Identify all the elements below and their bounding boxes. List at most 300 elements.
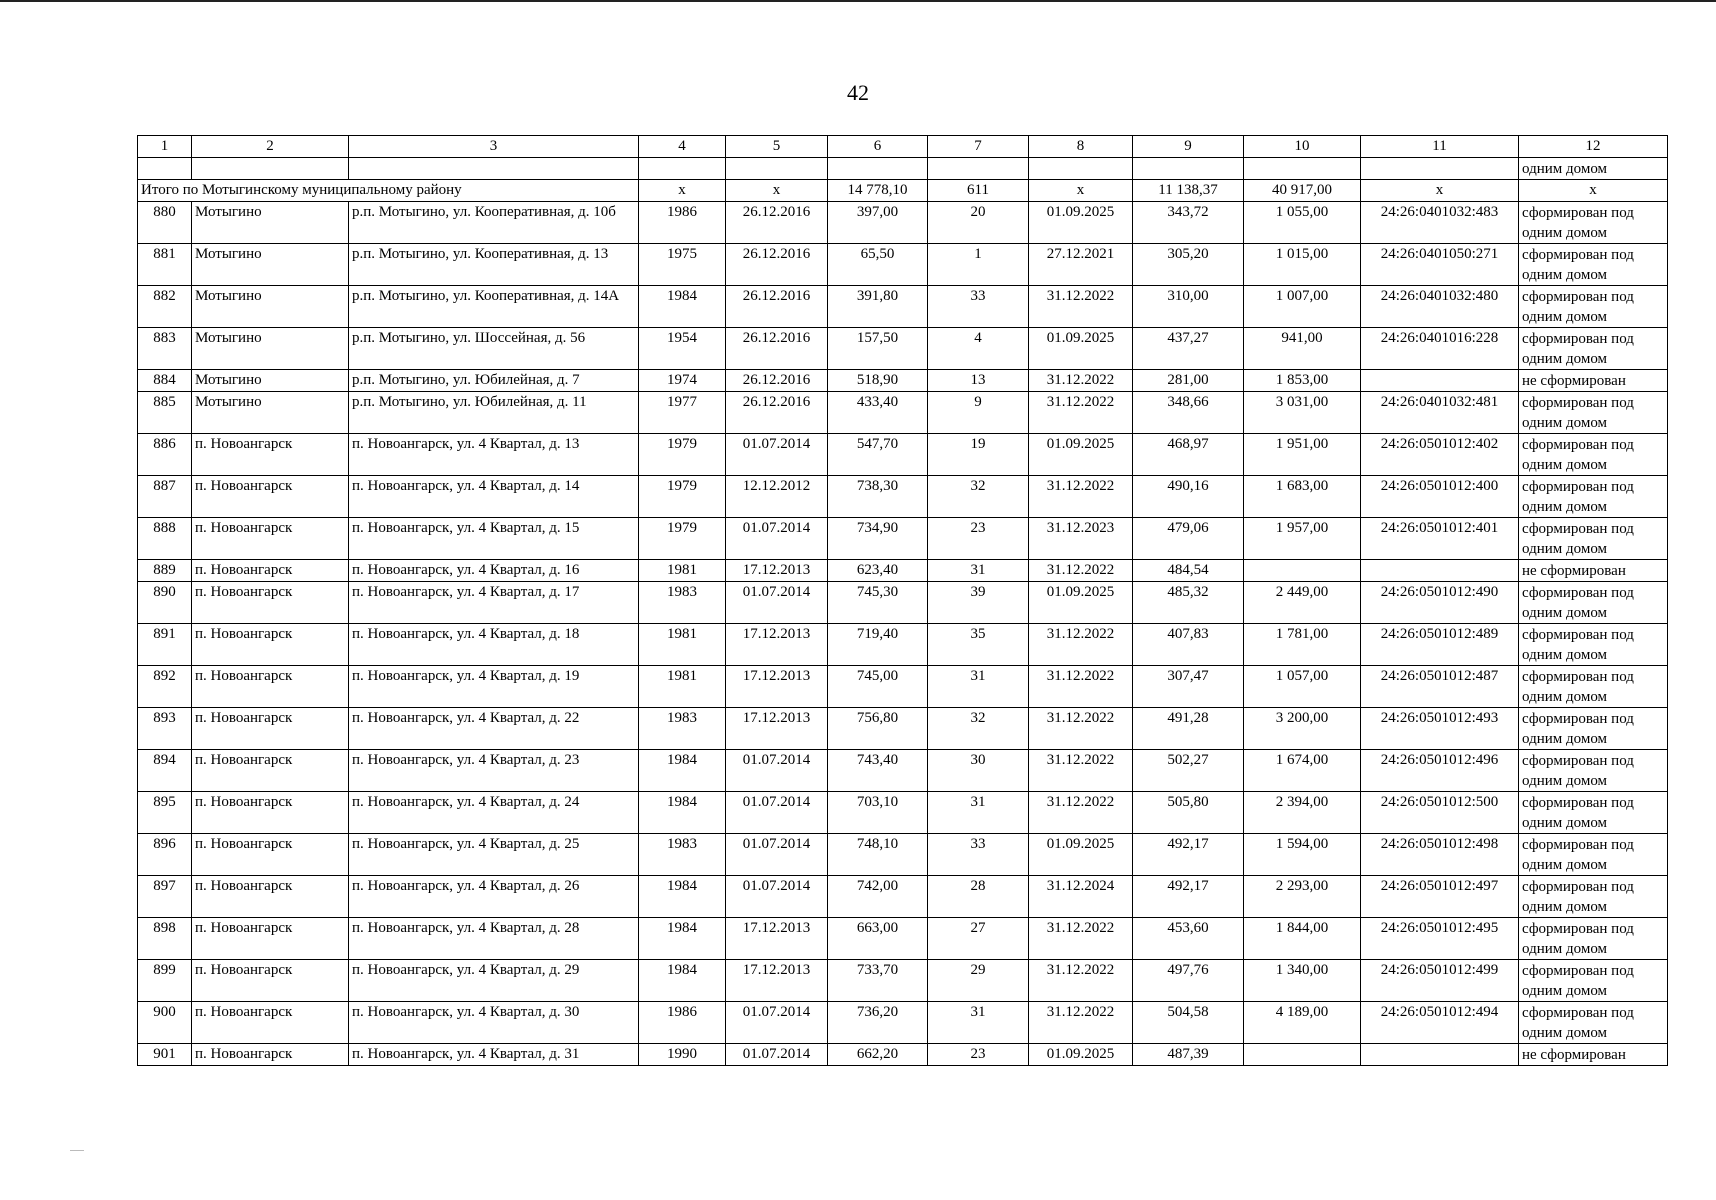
total-cell: х	[1029, 180, 1133, 202]
record-date: 17.12.2013	[726, 918, 828, 960]
land-status: сформирован под одним домом	[1519, 582, 1668, 624]
plan-date: 31.12.2022	[1029, 1002, 1133, 1044]
locality-name: п. Новоангарск	[192, 560, 349, 582]
plan-date: 31.12.2022	[1029, 750, 1133, 792]
carry-over-row	[138, 158, 1668, 180]
value-col9: 487,39	[1133, 1044, 1244, 1066]
cadastral-number: 24:26:0501012:494	[1361, 1002, 1519, 1044]
value-col9: 502,27	[1133, 750, 1244, 792]
table-row	[138, 560, 1668, 582]
value-col9: 305,20	[1133, 244, 1244, 286]
land-status: сформирован под одним домом	[1519, 960, 1668, 1002]
value-col10: 3 031,00	[1244, 392, 1361, 434]
address: п. Новоангарск, ул. 4 Квартал, д. 30	[349, 1002, 639, 1044]
value-col9: 348,66	[1133, 392, 1244, 434]
value-col10: 1 674,00	[1244, 750, 1361, 792]
address: п. Новоангарск, ул. 4 Квартал, д. 24	[349, 792, 639, 834]
address: р.п. Мотыгино, ул. Юбилейная, д. 7	[349, 370, 639, 392]
value-col9: 310,00	[1133, 286, 1244, 328]
cadastral-number: 24:26:0501012:495	[1361, 918, 1519, 960]
land-status: сформирован под одним домом	[1519, 1002, 1668, 1044]
column-number: 1	[138, 136, 192, 158]
residents-count: 9	[928, 392, 1029, 434]
row-number: 884	[138, 370, 192, 392]
address: п. Новоангарск, ул. 4 Квартал, д. 23	[349, 750, 639, 792]
value-col9: 492,17	[1133, 876, 1244, 918]
record-date: 17.12.2013	[726, 666, 828, 708]
cadastral-number: 24:26:0501012:499	[1361, 960, 1519, 1002]
residents-count: 28	[928, 876, 1029, 918]
value-col10: 941,00	[1244, 328, 1361, 370]
plan-date: 31.12.2022	[1029, 918, 1133, 960]
value-col10: 1 844,00	[1244, 918, 1361, 960]
table-row	[138, 876, 1668, 918]
value-col9: 307,47	[1133, 666, 1244, 708]
locality-name: Мотыгино	[192, 328, 349, 370]
locality-name: п. Новоангарск	[192, 750, 349, 792]
cadastral-number: 24:26:0401032:480	[1361, 286, 1519, 328]
year-built: 1975	[639, 244, 726, 286]
land-status: сформирован под одним домом	[1519, 666, 1668, 708]
row-number: 894	[138, 750, 192, 792]
land-status: сформирован под одним домом	[1519, 476, 1668, 518]
address: р.п. Мотыгино, ул. Кооперативная, д. 10б	[349, 202, 639, 244]
value-col10: 2 449,00	[1244, 582, 1361, 624]
total-cell: х	[726, 180, 828, 202]
table-row	[138, 792, 1668, 834]
cadastral-number: 24:26:0501012:497	[1361, 876, 1519, 918]
land-status: сформирован под одним домом	[1519, 708, 1668, 750]
area-value: 738,30	[828, 476, 928, 518]
table-row	[138, 476, 1668, 518]
column-number: 10	[1244, 136, 1361, 158]
year-built: 1981	[639, 560, 726, 582]
residents-count: 30	[928, 750, 1029, 792]
land-status: сформирован под одним домом	[1519, 750, 1668, 792]
column-number: 11	[1361, 136, 1519, 158]
address: р.п. Мотыгино, ул. Шоссейная, д. 56	[349, 328, 639, 370]
cadastral-number: 24:26:0401016:228	[1361, 328, 1519, 370]
record-date: 01.07.2014	[726, 750, 828, 792]
address: п. Новоангарск, ул. 4 Квартал, д. 22	[349, 708, 639, 750]
value-col9: 490,16	[1133, 476, 1244, 518]
land-status: сформирован под одним домом	[1519, 328, 1668, 370]
column-number: 4	[639, 136, 726, 158]
residents-count: 27	[928, 918, 1029, 960]
address: р.п. Мотыгино, ул. Юбилейная, д. 11	[349, 392, 639, 434]
residents-count: 4	[928, 328, 1029, 370]
column-number-row	[138, 136, 1668, 158]
row-number: 881	[138, 244, 192, 286]
record-date: 17.12.2013	[726, 624, 828, 666]
value-col9: 468,97	[1133, 434, 1244, 476]
column-number: 3	[349, 136, 639, 158]
locality-name: п. Новоангарск	[192, 918, 349, 960]
area-value: 547,70	[828, 434, 928, 476]
row-number: 880	[138, 202, 192, 244]
locality-name: п. Новоангарск	[192, 666, 349, 708]
locality-name: Мотыгино	[192, 370, 349, 392]
row-number: 901	[138, 1044, 192, 1066]
record-date: 17.12.2013	[726, 708, 828, 750]
residents-count: 39	[928, 582, 1029, 624]
address: п. Новоангарск, ул. 4 Квартал, д. 13	[349, 434, 639, 476]
locality-name: п. Новоангарск	[192, 1044, 349, 1066]
value-col10: 1 055,00	[1244, 202, 1361, 244]
register-table	[137, 135, 1668, 1066]
year-built: 1984	[639, 960, 726, 1002]
row-number: 891	[138, 624, 192, 666]
value-col9: 281,00	[1133, 370, 1244, 392]
year-built: 1984	[639, 876, 726, 918]
page-number: 42	[847, 80, 869, 105]
cadastral-number: 24:26:0501012:490	[1361, 582, 1519, 624]
address: п. Новоангарск, ул. 4 Квартал, д. 17	[349, 582, 639, 624]
year-built: 1977	[639, 392, 726, 434]
address: п. Новоангарск, ул. 4 Квартал, д. 28	[349, 918, 639, 960]
locality-name: п. Новоангарск	[192, 792, 349, 834]
area-value: 397,00	[828, 202, 928, 244]
plan-date: 01.09.2025	[1029, 582, 1133, 624]
residents-count: 23	[928, 518, 1029, 560]
address: п. Новоангарск, ул. 4 Квартал, д. 31	[349, 1044, 639, 1066]
record-date: 01.07.2014	[726, 582, 828, 624]
residents-count: 29	[928, 960, 1029, 1002]
locality-name: Мотыгино	[192, 392, 349, 434]
year-built: 1984	[639, 750, 726, 792]
cadastral-number	[1361, 1044, 1519, 1066]
table-row	[138, 370, 1668, 392]
cadastral-number: 24:26:0401032:483	[1361, 202, 1519, 244]
record-date: 26.12.2016	[726, 392, 828, 434]
table-row	[138, 1044, 1668, 1066]
area-value: 745,30	[828, 582, 928, 624]
address: п. Новоангарск, ул. 4 Квартал, д. 25	[349, 834, 639, 876]
record-date: 01.07.2014	[726, 834, 828, 876]
residents-count: 33	[928, 834, 1029, 876]
year-built: 1984	[639, 286, 726, 328]
record-date: 26.12.2016	[726, 370, 828, 392]
carry-over-status: одним домом	[1519, 158, 1668, 180]
area-value: 65,50	[828, 244, 928, 286]
year-built: 1979	[639, 434, 726, 476]
record-date: 01.07.2014	[726, 792, 828, 834]
plan-date: 31.12.2022	[1029, 560, 1133, 582]
value-col10: 1 957,00	[1244, 518, 1361, 560]
address: п. Новоангарск, ул. 4 Квартал, д. 15	[349, 518, 639, 560]
residents-count: 31	[928, 1002, 1029, 1044]
land-status: сформирован под одним домом	[1519, 434, 1668, 476]
address: п. Новоангарск, ул. 4 Квартал, д. 18	[349, 624, 639, 666]
locality-name: Мотыгино	[192, 202, 349, 244]
land-status: сформирован под одним домом	[1519, 518, 1668, 560]
table-row	[138, 434, 1668, 476]
address: п. Новоангарск, ул. 4 Квартал, д. 29	[349, 960, 639, 1002]
address: р.п. Мотыгино, ул. Кооперативная, д. 14А	[349, 286, 639, 328]
row-number: 883	[138, 328, 192, 370]
residents-count: 31	[928, 560, 1029, 582]
residents-count: 23	[928, 1044, 1029, 1066]
column-number: 12	[1519, 136, 1668, 158]
total-label: Итого по Мотыгинскому муниципальному району	[138, 180, 639, 202]
value-col10: 1 951,00	[1244, 434, 1361, 476]
plan-date: 31.12.2022	[1029, 624, 1133, 666]
total-cell: х	[1519, 180, 1668, 202]
cadastral-number: 24:26:0501012:487	[1361, 666, 1519, 708]
value-col10	[1244, 1044, 1361, 1066]
value-col10: 1 007,00	[1244, 286, 1361, 328]
residents-count: 33	[928, 286, 1029, 328]
address: п. Новоангарск, ул. 4 Квартал, д. 16	[349, 560, 639, 582]
record-date: 26.12.2016	[726, 202, 828, 244]
value-col10: 4 189,00	[1244, 1002, 1361, 1044]
residents-count: 1	[928, 244, 1029, 286]
residents-count: 20	[928, 202, 1029, 244]
plan-date: 31.12.2022	[1029, 708, 1133, 750]
record-date: 26.12.2016	[726, 244, 828, 286]
row-number: 897	[138, 876, 192, 918]
row-number: 900	[138, 1002, 192, 1044]
value-col9: 453,60	[1133, 918, 1244, 960]
area-value: 518,90	[828, 370, 928, 392]
cadastral-number	[1361, 370, 1519, 392]
value-col10: 3 200,00	[1244, 708, 1361, 750]
year-built: 1981	[639, 624, 726, 666]
row-number: 890	[138, 582, 192, 624]
address: п. Новоангарск, ул. 4 Квартал, д. 26	[349, 876, 639, 918]
row-number: 898	[138, 918, 192, 960]
plan-date: 01.09.2025	[1029, 834, 1133, 876]
area-value: 734,90	[828, 518, 928, 560]
area-value: 703,10	[828, 792, 928, 834]
column-number: 2	[192, 136, 349, 158]
value-col10: 1 781,00	[1244, 624, 1361, 666]
plan-date: 01.09.2025	[1029, 434, 1133, 476]
plan-date: 01.09.2025	[1029, 1044, 1133, 1066]
value-col9: 504,58	[1133, 1002, 1244, 1044]
column-number: 8	[1029, 136, 1133, 158]
column-number: 9	[1133, 136, 1244, 158]
value-col10: 1 057,00	[1244, 666, 1361, 708]
table-row	[138, 328, 1668, 370]
value-col10: 2 293,00	[1244, 876, 1361, 918]
area-value: 623,40	[828, 560, 928, 582]
table-row	[138, 666, 1668, 708]
table-row	[138, 582, 1668, 624]
address: п. Новоангарск, ул. 4 Квартал, д. 14	[349, 476, 639, 518]
cadastral-number: 24:26:0501012:400	[1361, 476, 1519, 518]
land-status: сформирован под одним домом	[1519, 834, 1668, 876]
record-date: 01.07.2014	[726, 1044, 828, 1066]
land-status: сформирован под одним домом	[1519, 286, 1668, 328]
total-cell: 11 138,37	[1133, 180, 1244, 202]
table-row	[138, 286, 1668, 328]
value-col10: 1 340,00	[1244, 960, 1361, 1002]
total-cell: х	[1361, 180, 1519, 202]
residents-count: 32	[928, 708, 1029, 750]
record-date: 01.07.2014	[726, 434, 828, 476]
record-date: 12.12.2012	[726, 476, 828, 518]
plan-date: 31.12.2022	[1029, 286, 1133, 328]
area-value: 748,10	[828, 834, 928, 876]
total-cell: 40 917,00	[1244, 180, 1361, 202]
land-status: сформирован под одним домом	[1519, 792, 1668, 834]
cadastral-number: 24:26:0401050:271	[1361, 244, 1519, 286]
table-row	[138, 918, 1668, 960]
plan-date: 31.12.2023	[1029, 518, 1133, 560]
area-value: 391,80	[828, 286, 928, 328]
plan-date: 31.12.2022	[1029, 666, 1133, 708]
cadastral-number	[1361, 560, 1519, 582]
total-area: 14 778,10	[828, 180, 928, 202]
land-status: не сформирован	[1519, 370, 1668, 392]
residents-count: 31	[928, 792, 1029, 834]
year-built: 1983	[639, 708, 726, 750]
area-value: 733,70	[828, 960, 928, 1002]
column-number: 7	[928, 136, 1029, 158]
district-total-row	[138, 180, 1668, 202]
year-built: 1974	[639, 370, 726, 392]
area-value: 756,80	[828, 708, 928, 750]
table-row	[138, 518, 1668, 560]
area-value: 742,00	[828, 876, 928, 918]
table-row	[138, 202, 1668, 244]
locality-name: Мотыгино	[192, 244, 349, 286]
land-status: сформирован под одним домом	[1519, 624, 1668, 666]
page-top-border	[0, 0, 1716, 2]
table-row	[138, 708, 1668, 750]
year-built: 1981	[639, 666, 726, 708]
record-date: 17.12.2013	[726, 960, 828, 1002]
scan-mark	[70, 1150, 84, 1151]
land-status: сформирован под одним домом	[1519, 918, 1668, 960]
record-date: 01.07.2014	[726, 518, 828, 560]
table-row	[138, 392, 1668, 434]
row-number: 886	[138, 434, 192, 476]
year-built: 1986	[639, 202, 726, 244]
cadastral-number: 24:26:0501012:493	[1361, 708, 1519, 750]
year-built: 1979	[639, 476, 726, 518]
cadastral-number: 24:26:0501012:498	[1361, 834, 1519, 876]
value-col9: 491,28	[1133, 708, 1244, 750]
address: п. Новоангарск, ул. 4 Квартал, д. 19	[349, 666, 639, 708]
address: р.п. Мотыгино, ул. Кооперативная, д. 13	[349, 244, 639, 286]
row-number: 892	[138, 666, 192, 708]
plan-date: 31.12.2022	[1029, 392, 1133, 434]
land-status: не сформирован	[1519, 1044, 1668, 1066]
year-built: 1983	[639, 582, 726, 624]
area-value: 157,50	[828, 328, 928, 370]
column-number: 5	[726, 136, 828, 158]
cadastral-number: 24:26:0501012:489	[1361, 624, 1519, 666]
year-built: 1954	[639, 328, 726, 370]
value-col9: 497,76	[1133, 960, 1244, 1002]
cadastral-number: 24:26:0501012:496	[1361, 750, 1519, 792]
record-date: 17.12.2013	[726, 560, 828, 582]
year-built: 1990	[639, 1044, 726, 1066]
table-row	[138, 1002, 1668, 1044]
row-number: 889	[138, 560, 192, 582]
residents-count: 31	[928, 666, 1029, 708]
plan-date: 31.12.2022	[1029, 476, 1133, 518]
area-value: 662,20	[828, 1044, 928, 1066]
record-date: 26.12.2016	[726, 286, 828, 328]
locality-name: Мотыгино	[192, 286, 349, 328]
year-built: 1984	[639, 918, 726, 960]
column-number: 6	[828, 136, 928, 158]
area-value: 743,40	[828, 750, 928, 792]
locality-name: п. Новоангарск	[192, 582, 349, 624]
plan-date: 27.12.2021	[1029, 244, 1133, 286]
locality-name: п. Новоангарск	[192, 624, 349, 666]
row-number: 896	[138, 834, 192, 876]
row-number: 895	[138, 792, 192, 834]
locality-name: п. Новоангарск	[192, 960, 349, 1002]
locality-name: п. Новоангарск	[192, 434, 349, 476]
cadastral-number: 24:26:0401032:481	[1361, 392, 1519, 434]
cadastral-number: 24:26:0501012:401	[1361, 518, 1519, 560]
locality-name: п. Новоангарск	[192, 476, 349, 518]
value-col10: 1 683,00	[1244, 476, 1361, 518]
total-cell: х	[639, 180, 726, 202]
table-row	[138, 960, 1668, 1002]
year-built: 1979	[639, 518, 726, 560]
value-col9: 484,54	[1133, 560, 1244, 582]
residents-count: 35	[928, 624, 1029, 666]
area-value: 433,40	[828, 392, 928, 434]
record-date: 01.07.2014	[726, 1002, 828, 1044]
row-number: 888	[138, 518, 192, 560]
row-number: 882	[138, 286, 192, 328]
locality-name: п. Новоангарск	[192, 834, 349, 876]
plan-date: 31.12.2024	[1029, 876, 1133, 918]
row-number: 893	[138, 708, 192, 750]
plan-date: 01.09.2025	[1029, 328, 1133, 370]
row-number: 899	[138, 960, 192, 1002]
value-col9: 485,32	[1133, 582, 1244, 624]
plan-date: 31.12.2022	[1029, 792, 1133, 834]
residents-count: 19	[928, 434, 1029, 476]
value-col9: 479,06	[1133, 518, 1244, 560]
area-value: 745,00	[828, 666, 928, 708]
value-col9: 343,72	[1133, 202, 1244, 244]
land-status: сформирован под одним домом	[1519, 244, 1668, 286]
year-built: 1983	[639, 834, 726, 876]
locality-name: п. Новоангарск	[192, 708, 349, 750]
plan-date: 31.12.2022	[1029, 370, 1133, 392]
value-col9: 437,27	[1133, 328, 1244, 370]
record-date: 26.12.2016	[726, 328, 828, 370]
total-residents: 611	[928, 180, 1029, 202]
land-status: сформирован под одним домом	[1519, 202, 1668, 244]
area-value: 663,00	[828, 918, 928, 960]
value-col9: 505,80	[1133, 792, 1244, 834]
cadastral-number: 24:26:0501012:402	[1361, 434, 1519, 476]
value-col10	[1244, 560, 1361, 582]
land-status: не сформирован	[1519, 560, 1668, 582]
land-status: сформирован под одним домом	[1519, 876, 1668, 918]
value-col10: 1 853,00	[1244, 370, 1361, 392]
table-row	[138, 244, 1668, 286]
value-col10: 2 394,00	[1244, 792, 1361, 834]
cadastral-number: 24:26:0501012:500	[1361, 792, 1519, 834]
residents-count: 32	[928, 476, 1029, 518]
table-row	[138, 750, 1668, 792]
table-row	[138, 834, 1668, 876]
value-col9: 492,17	[1133, 834, 1244, 876]
row-number: 887	[138, 476, 192, 518]
area-value: 719,40	[828, 624, 928, 666]
